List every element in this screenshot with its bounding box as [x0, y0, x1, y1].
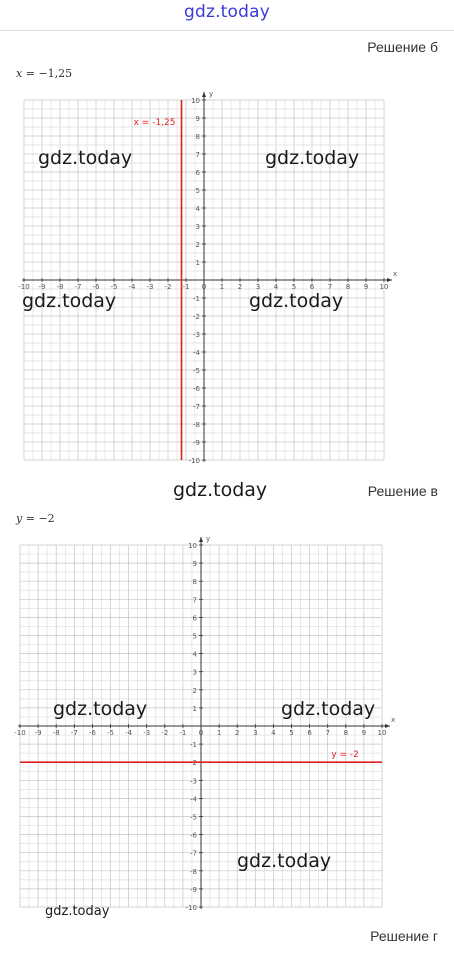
y-tick-label: 7 [195, 151, 200, 159]
x-tick-label: -2 [164, 283, 172, 291]
x-tick-label: -10 [18, 283, 30, 291]
x-tick-label: -4 [125, 729, 133, 737]
x-axis-label: x [393, 270, 398, 278]
section-title-b: Решение б [367, 39, 438, 55]
x-tick-label: 1 [219, 283, 225, 291]
x-tick-label: -1 [182, 283, 190, 291]
x-axis-arrow [387, 278, 392, 282]
x-tick-label: -6 [92, 283, 100, 291]
y-tick-label: 2 [192, 686, 197, 695]
watermark-2: gdz.today [265, 147, 360, 169]
y-tick-label: 9 [195, 115, 200, 123]
y-tick-label: 4 [192, 650, 197, 659]
x-tick-label: -9 [34, 729, 42, 737]
x-tick-label: 8 [343, 729, 349, 737]
y-tick-label: -2 [193, 313, 200, 321]
watermark-8: gdz.today [237, 850, 332, 872]
equation-2-variable: y [16, 512, 23, 525]
y-tick-label: -4 [190, 795, 197, 804]
x-tick-label: 9 [361, 729, 367, 737]
x-axis-arrow [385, 724, 390, 728]
x-tick-label: -5 [110, 283, 118, 291]
y-tick-label: -10 [188, 457, 200, 465]
equation-1-eq: = [25, 67, 39, 80]
section-title-v: Решение в [367, 483, 438, 499]
watermark-6: gdz.today [53, 698, 148, 720]
x-tick-label: -8 [52, 729, 60, 737]
x-tick-label: -10 [14, 729, 26, 737]
watermark-4: gdz.today [249, 290, 344, 312]
x-tick-label: 0 [198, 729, 204, 737]
watermark-7: gdz.today [281, 698, 376, 720]
y-tick-label: -8 [190, 867, 197, 876]
y-axis-label: y [206, 535, 211, 543]
y-tick-label: -10 [185, 904, 197, 912]
y-tick-label: 10 [188, 542, 197, 550]
x-tick-label: 7 [325, 729, 330, 737]
y-tick-label: -4 [193, 349, 200, 357]
y-tick-label: 8 [192, 578, 197, 587]
y-tick-label: -6 [193, 385, 200, 393]
y-tick-label: 6 [192, 614, 197, 623]
x-tick-label: 0 [201, 283, 207, 291]
x-tick-label: -4 [128, 283, 136, 291]
site-logo[interactable]: gdz.today [183, 2, 271, 22]
y-tick-label: 7 [192, 596, 197, 605]
y-tick-label: 6 [195, 169, 200, 177]
y-tick-label: -5 [193, 367, 200, 375]
y-axis-label: y [209, 90, 214, 98]
x-tick-label: 10 [377, 729, 387, 737]
x-axis-label: x [391, 716, 396, 724]
x-tick-label: -1 [179, 729, 187, 737]
x-tick-label: 9 [363, 283, 369, 291]
watermark-5: gdz.today [173, 479, 268, 501]
y-tick-label: -5 [190, 813, 197, 822]
x-tick-label: 3 [255, 283, 261, 291]
x-tick-label: 2 [237, 283, 243, 291]
x-tick-label: 3 [253, 729, 258, 737]
x-tick-label: -6 [88, 729, 96, 737]
equation-2-value: −2 [38, 512, 55, 525]
x-tick-label: 6 [307, 729, 312, 737]
y-tick-label: -9 [193, 439, 200, 447]
y-tick-label: -3 [190, 777, 197, 786]
y-axis-arrow [202, 92, 206, 97]
y-tick-label: -9 [190, 885, 197, 894]
y-tick-label: 4 [195, 205, 200, 213]
x-tick-label: 6 [309, 283, 315, 291]
equation-1 [16, 67, 72, 80]
x-tick-label: 10 [379, 283, 389, 291]
y-tick-label: 9 [192, 560, 197, 569]
x-tick-label: -8 [56, 283, 64, 291]
y-tick-label: -1 [193, 295, 200, 303]
y-tick-label: -7 [190, 849, 197, 858]
chart-2 [0, 535, 454, 915]
x-tick-label: -9 [38, 283, 46, 291]
equation-2 [16, 512, 55, 525]
watermark-3: gdz.today [22, 290, 117, 312]
y-tick-label: -8 [193, 421, 200, 429]
x-tick-label: -2 [161, 729, 169, 737]
y-tick-label: -7 [193, 403, 200, 411]
y-tick-label: -1 [190, 741, 197, 750]
x-tick-label: 2 [234, 729, 240, 737]
section-title-g: Решение г [370, 928, 438, 944]
x-tick-label: -7 [74, 283, 82, 291]
x-tick-label: 7 [327, 283, 333, 291]
header-divider [0, 30, 454, 31]
x-tick-label: -7 [70, 729, 78, 737]
equation-2-eq: = [25, 512, 39, 525]
y-tick-label: 1 [192, 704, 197, 713]
watermark-9: gdz.today [45, 904, 110, 919]
y-tick-label: 5 [195, 187, 200, 195]
series-label-1: y = -2 [331, 750, 359, 761]
y-tick-label: -2 [190, 759, 197, 768]
y-tick-label: 5 [192, 632, 197, 641]
watermark-1: gdz.today [38, 147, 133, 169]
y-tick-label: 8 [195, 133, 200, 141]
y-tick-label: -3 [193, 331, 200, 339]
y-tick-label: -6 [190, 831, 197, 840]
y-tick-label: 2 [195, 241, 200, 249]
x-tick-label: 1 [216, 729, 222, 737]
x-tick-label: 8 [345, 283, 351, 291]
x-tick-label: 4 [273, 283, 279, 291]
y-tick-label: 3 [192, 668, 197, 677]
x-tick-label: 5 [289, 729, 294, 737]
series-label-1: x = -1,25 [133, 118, 176, 129]
y-tick-label: 10 [191, 97, 200, 105]
y-axis-arrow [199, 537, 203, 542]
equation-1-variable: x [16, 67, 23, 80]
equation-1-value: −1,25 [38, 67, 73, 80]
x-tick-label: -3 [143, 729, 151, 737]
x-tick-label: -3 [146, 283, 154, 291]
x-tick-label: 4 [271, 729, 276, 737]
x-tick-label: -5 [107, 729, 114, 737]
y-tick-label: 1 [195, 259, 200, 267]
x-tick-label: 5 [291, 283, 297, 291]
y-tick-label: 3 [195, 223, 200, 231]
